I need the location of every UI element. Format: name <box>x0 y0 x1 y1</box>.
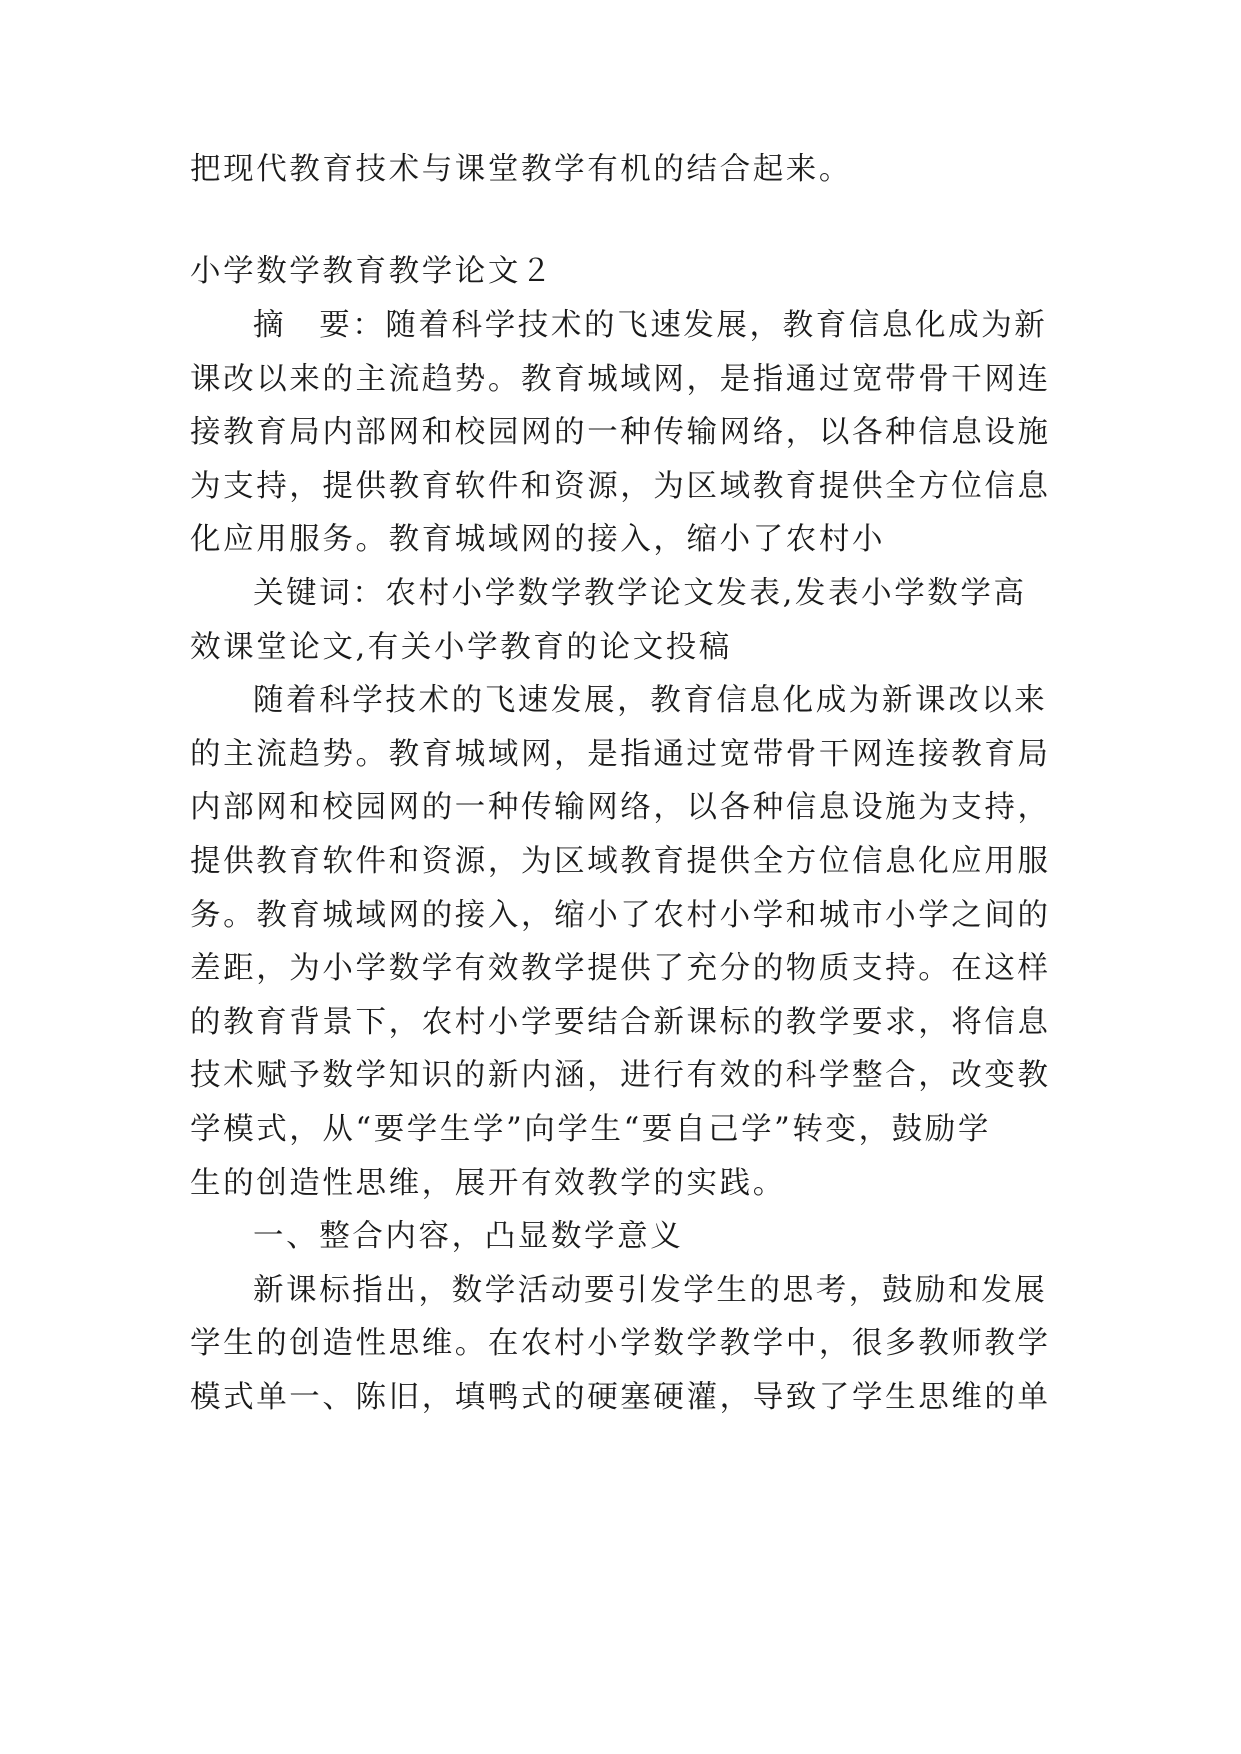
paragraph-line: 内部网和校园网的一种传输网络，以各种信息设施为支持， <box>190 790 1051 825</box>
abstract-line: 接教育局内部网和校园网的一种传输网络，以各种信息设施 <box>190 415 1051 450</box>
paragraph-line: 差距，为小学数学有效教学提供了充分的物质支持。在这样 <box>190 951 1051 986</box>
paragraph-line: 学模式，从“要学生学”向学生“要自己学”转变，鼓励学 <box>190 1112 991 1147</box>
abstract-line: 摘 要：随着科学技术的飞速发展，教育信息化成为新 <box>253 308 1048 343</box>
abstract-line: 为支持，提供教育软件和资源，为区域教育提供全方位信息 <box>190 469 1051 504</box>
paragraph-line: 生的创造性思维，展开有效教学的实践。 <box>190 1166 786 1201</box>
paragraph-line: 学生的创造性思维。在农村小学数学教学中，很多教师教学 <box>190 1326 1051 1361</box>
paragraph-line: 务。教育城域网的接入，缩小了农村小学和城市小学之间的 <box>190 898 1051 933</box>
keywords-line: 效课堂论文,有关小学教育的论文投稿 <box>190 630 732 665</box>
abstract-line: 化应用服务。教育城域网的接入，缩小了农村小 <box>190 522 886 557</box>
paragraph-line: 模式单一、陈旧，填鸭式的硬塞硬灌，导致了学生思维的单 <box>190 1380 1051 1415</box>
subsection-heading: 一、整合内容，凸显数学意义 <box>253 1219 684 1254</box>
paragraph-line: 的主流趋势。教育城域网，是指通过宽带骨干网连接教育局 <box>190 737 1051 772</box>
paragraph-line: 新课标指出，数学活动要引发学生的思考，鼓励和发展 <box>253 1273 1048 1308</box>
paragraph-line: 的教育背景下，农村小学要结合新课标的教学要求，将信息 <box>190 1005 1051 1040</box>
paragraph-line: 提供教育软件和资源，为区域教育提供全方位信息化应用服 <box>190 844 1051 879</box>
section-title: 小学数学教育教学论文２ <box>190 254 555 289</box>
paragraph-line: 随着科学技术的飞速发展，教育信息化成为新课改以来 <box>253 683 1048 718</box>
keywords-line: 关键词：农村小学数学教学论文发表,发表小学数学高 <box>253 576 1027 611</box>
paragraph-line: 技术赋予数学知识的新内涵，进行有效的科学整合，改变教 <box>190 1058 1051 1093</box>
abstract-line: 课改以来的主流趋势。教育城域网，是指通过宽带骨干网连 <box>190 362 1051 397</box>
paragraph-line: 把现代教育技术与课堂教学有机的结合起来。 <box>190 152 852 187</box>
